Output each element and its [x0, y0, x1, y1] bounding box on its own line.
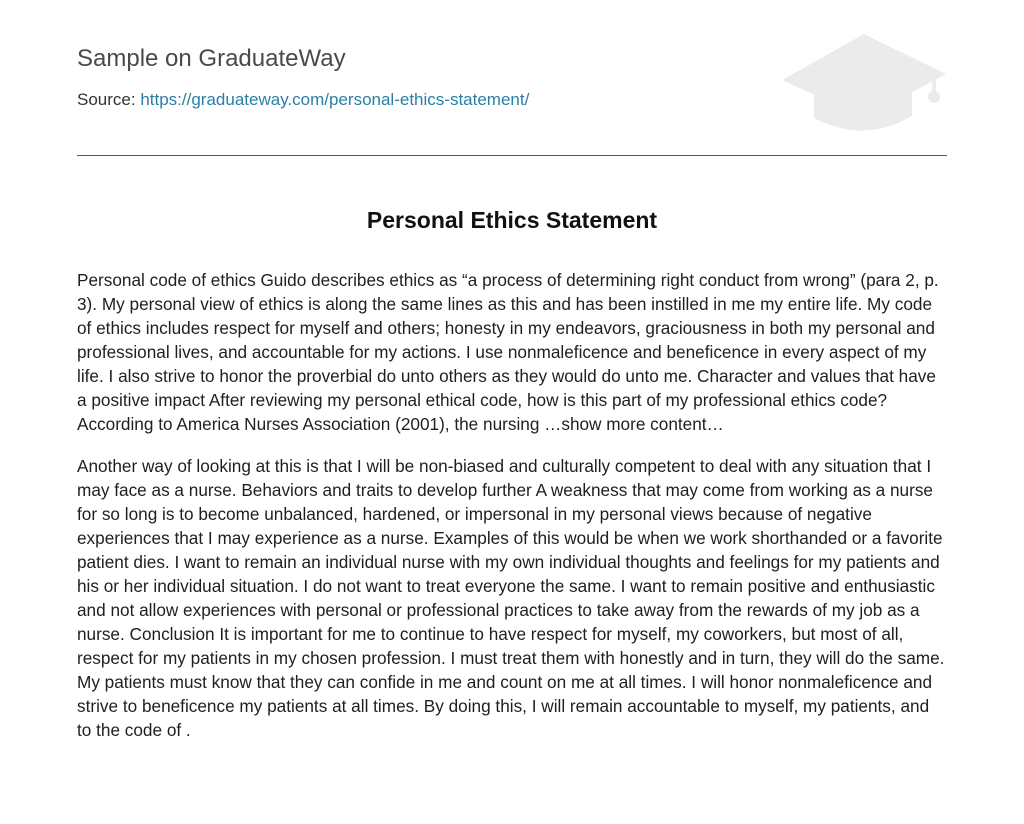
paragraph-1: Personal code of ethics Guido describes ethics as “a process of determining right conduct from wrong” (para 2, p. 3). My personal view of ethics is along the same lines as this and has been instilled in me my entire life. My code of ethics includes respect for myself and others; honesty in my endeavors, graciousness in both my personal and professional lives, and accountable for my actions. I use nonmaleficence and beneficence in every aspect of my life. I also strive to honor the proverbial do unto others as they would do unto me. Character and values that have a positive impact After reviewing my personal ethical code, how is this part of my professional ethics code? According to America Nurses Association (2001), the nursing …show more content…: [77, 270, 939, 434]
source-line: [77, 89, 529, 111]
graduation-cap-icon: [780, 30, 948, 134]
header-divider: [77, 155, 947, 156]
site-title: Sample on GraduateWay: [77, 45, 346, 72]
source-link[interactable]: https://graduateway.com/personal-ethics-statement/: [140, 90, 530, 109]
document-body: [77, 268, 947, 760]
document-title: Personal Ethics Statement: [366, 207, 658, 233]
source-label: Source:: [77, 90, 136, 109]
paragraph-2: Another way of looking at this is that I will be non-biased and culturally competent to deal with any situation that I may face as a nurse. Behaviors and traits to develop further A weakness that may come from working as a nurse for so long is to become unbalanced, hardened, or impersonal in my personal views because of negative experiences that I may experience as a nurse. Examples of this would be when we work shorthanded or a favorite patient dies. I want to remain an individual nurse with my own individual thoughts and feelings for my patients and his or her individual situation. I do not want to treat everyone the same. I want to remain positive and enthusiastic and not allow experiences with personal or professional practices to take away from the rewards of my job as a nurse. Conclusion It is important for me to continue to have respect for myself, my coworkers, but most of all, respect for my patients in my chosen profession. I must treat them with honestly and in turn, they will do the same. My patients must know that they can confide in me and count on me at all times. I will honor nonmaleficence and strive to beneficence my patients at all times. By doing this, I will remain accountable to myself, my patients, and to the code of .: [77, 456, 945, 740]
